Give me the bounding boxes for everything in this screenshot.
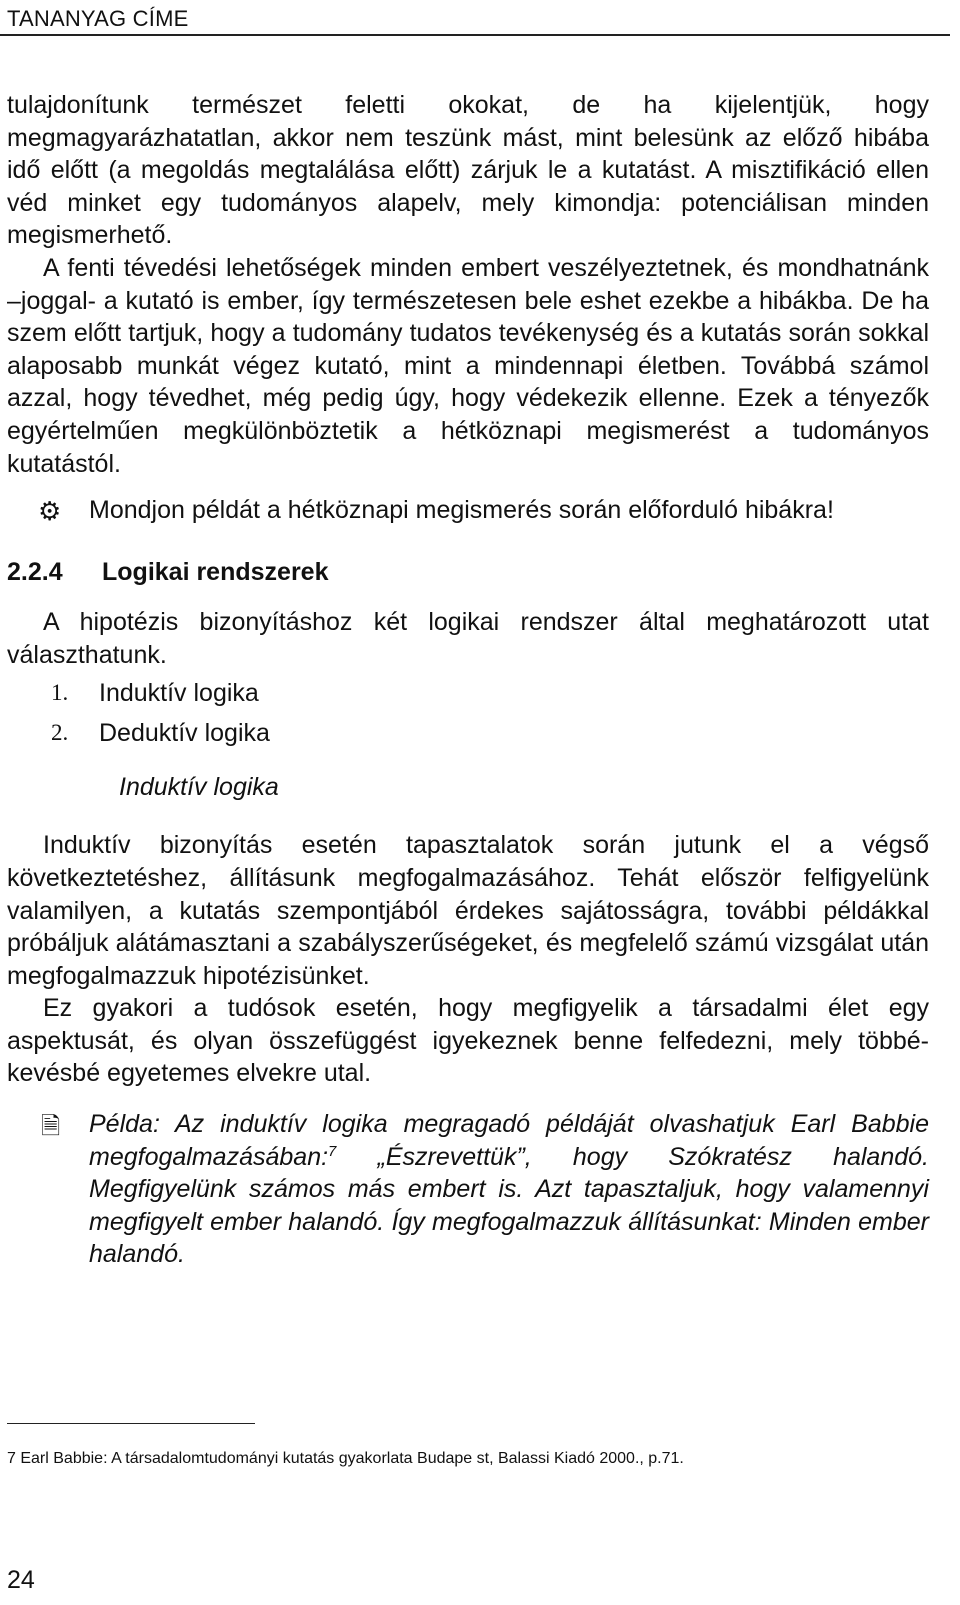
paragraph: Ez gyakori a tudósok esetén, hogy megfigyelik a társadalmi élet egy aspektusát, és olyan összefüggést igyekeznek benne felfedezni, mely többé-kevésbé egyetemes elvekre utal. [7, 994, 929, 1088]
task-text: Mondjon példát a hétköznapi megismerés során előforduló hibákra! [89, 496, 834, 525]
paragraph: A fenti tévedési lehetőségek minden embert veszélyeztetnek, és mondhatnánk –joggal- a kutató is ember, így természetesen bele eshet ezekbe a hibákba. De ha szem előtt tartjuk, hogy a tudomány tudatos tevékenység és a kutatás során sokkal alaposabb munkát végez kutató, mint a mindennapi életben. Továbbá számol azzal, hogy tévedhet, még pedig úgy, hogy védekezik ellenne. Ezek a tényezők egyértelműen megkülönböztetik a hétköznapi megismerést a tudományos kutatástól. [7, 253, 929, 478]
list-label: Deduktív logika [99, 719, 270, 748]
list-item [7, 717, 929, 749]
example-box [7, 1108, 929, 1271]
page-number: 24 [7, 1566, 35, 1594]
section-heading [7, 556, 929, 588]
paragraph: tulajdonítunk természet feletti okokat, de ha kijelentjük, hogy megmagyarázhatatlan, akkor nem teszünk mást, mint belesünk az előző hibába idő előtt (a megoldás megtalálása előtt) zárjuk le a kutatást. A misztifikáció ellen véd minket egy tudományos alapelv, mely kimondja: potenciálisan minden megismerhető. [7, 91, 929, 250]
gear-icon: ⚙ [38, 497, 62, 528]
list-number: 1. [51, 680, 69, 706]
running-header [0, 0, 950, 36]
example-text-after: „Észrevettük”, hogy Szókratész halandó. Megfigyelünk számos más embert is. Azt tapasztaljuk, hogy valamennyi megfigyelt ember halandó. Így megfogalmazzuk állításunkat: Minden ember halandó. [89, 1142, 929, 1269]
list-item [7, 677, 929, 709]
footnote: 7 Earl Babbie: A társadalomtudományi kutatás gyakorlata Budape st, Balassi Kiadó 2000., p.71. [7, 1450, 684, 1467]
page-content [7, 89, 929, 1271]
example-text-before: Példa: Az induktív logika megragadó példáját olvashatjuk Earl Babbie megfogalmazásában: [89, 1110, 929, 1171]
document-icon: 🗎 [41, 1112, 61, 1141]
list-number: 2. [51, 720, 69, 746]
task-box [7, 494, 929, 526]
section-title: Logikai rendszerek [102, 558, 329, 587]
footnote-divider [7, 1423, 255, 1424]
section-intro: A hipotézis bizonyításhoz két logikai rendszer által meghatározott utat választhatunk. [7, 608, 929, 669]
section-number: 2.2.4 [7, 558, 63, 587]
header-title: TANANYAG CÍME [7, 6, 189, 31]
logic-list [7, 677, 929, 749]
footnote-reference: 7 [328, 1142, 337, 1160]
paragraph: Induktív bizonyítás esetén tapasztalatok során jutunk el a végső következtetéshez, állításunk megfogalmazásához. Tehát először felfigyelünk valamilyen, a kutatás szempontjából érdekes sajátosságra, további példákkal próbáljuk alátámasztani a szabályszerűségeket, és megfelelő számú vizsgálat után megfogalmazzuk hipotézisünket. [7, 831, 929, 990]
subsection-heading: Induktív logika [119, 773, 279, 802]
list-label: Induktív logika [99, 679, 259, 708]
